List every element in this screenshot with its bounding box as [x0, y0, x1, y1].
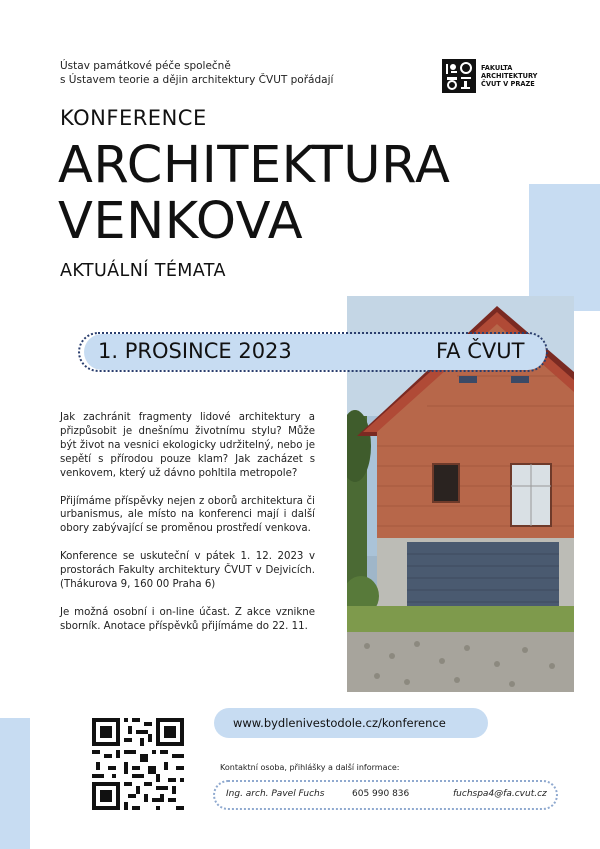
body-paragraph-2: Přijímáme příspěvky nejen z oborů architektura či urbanismus, ale místo na konferenci mají i další obory zabývající se proměnou prostředí venkova.	[60, 495, 315, 535]
conference-title	[58, 138, 450, 250]
conference-url-link[interactable]: www.bydlenivestodole.cz/konference	[233, 716, 446, 730]
body-paragraph-3: Konference se uskuteční v pátek 1. 12. 2023 v prostorách Fakulty architektury ČVUT v Dejvicích. (Thákurova 9, 160 00 Praha 6)	[60, 551, 315, 591]
conference-kicker: KONFERENCE	[60, 106, 207, 130]
conference-subtitle: AKTUÁLNÍ TÉMATA	[60, 261, 226, 281]
title-line-2: VENKOVA	[58, 192, 304, 251]
event-place: FA ČVUT	[436, 339, 525, 363]
logo-line-1: FAKULTA	[481, 64, 513, 72]
logo-line-2: ARCHITEKTURY	[481, 72, 538, 80]
qr-code-icon[interactable]	[92, 718, 184, 810]
body-text	[60, 411, 315, 648]
title-line-1: ARCHITEKTURA	[58, 136, 451, 195]
contact-email[interactable]: fuchspa4@fa.cvut.cz	[453, 789, 547, 799]
contact-phone[interactable]: 605 990 836	[352, 789, 410, 799]
body-paragraph-1: Jak zachránit fragmenty lidové architektury a přizpůsobit je dnešnímu životnímu stylu? Může být život na vesnici ekologicky udržitelný, nebo je sepětí s přírodou pouze klam? Jak zacházet s venkovem, který už dávno pohltila metropole?	[60, 412, 315, 479]
decor-block-bottom-left	[0, 718, 30, 849]
contact-name: Ing. arch. Pavel Fuchs	[226, 789, 325, 799]
organizers-text	[60, 59, 380, 87]
logo-line-3: ČVUT V PRAZE	[481, 80, 535, 88]
faculty-logo-mark-icon	[442, 59, 476, 93]
event-date: 1. PROSINCE 2023	[98, 339, 292, 363]
organizers-line-2: s Ústavem teorie a dějin architektury ČVUT pořádají	[60, 74, 334, 86]
contact-label: Kontaktní osoba, přihlášky a další informace:	[220, 763, 400, 772]
body-paragraph-4: Je možná osobní i on-line účast. Z akce vznikne sborník. Anotace příspěvků přijímáme do 22. 11.	[60, 606, 315, 632]
faculty-logo	[442, 59, 537, 93]
organizers-line-1: Ústav památkové péče společně	[60, 60, 231, 72]
faculty-logo-text	[481, 64, 537, 88]
decor-block-right	[529, 184, 600, 311]
